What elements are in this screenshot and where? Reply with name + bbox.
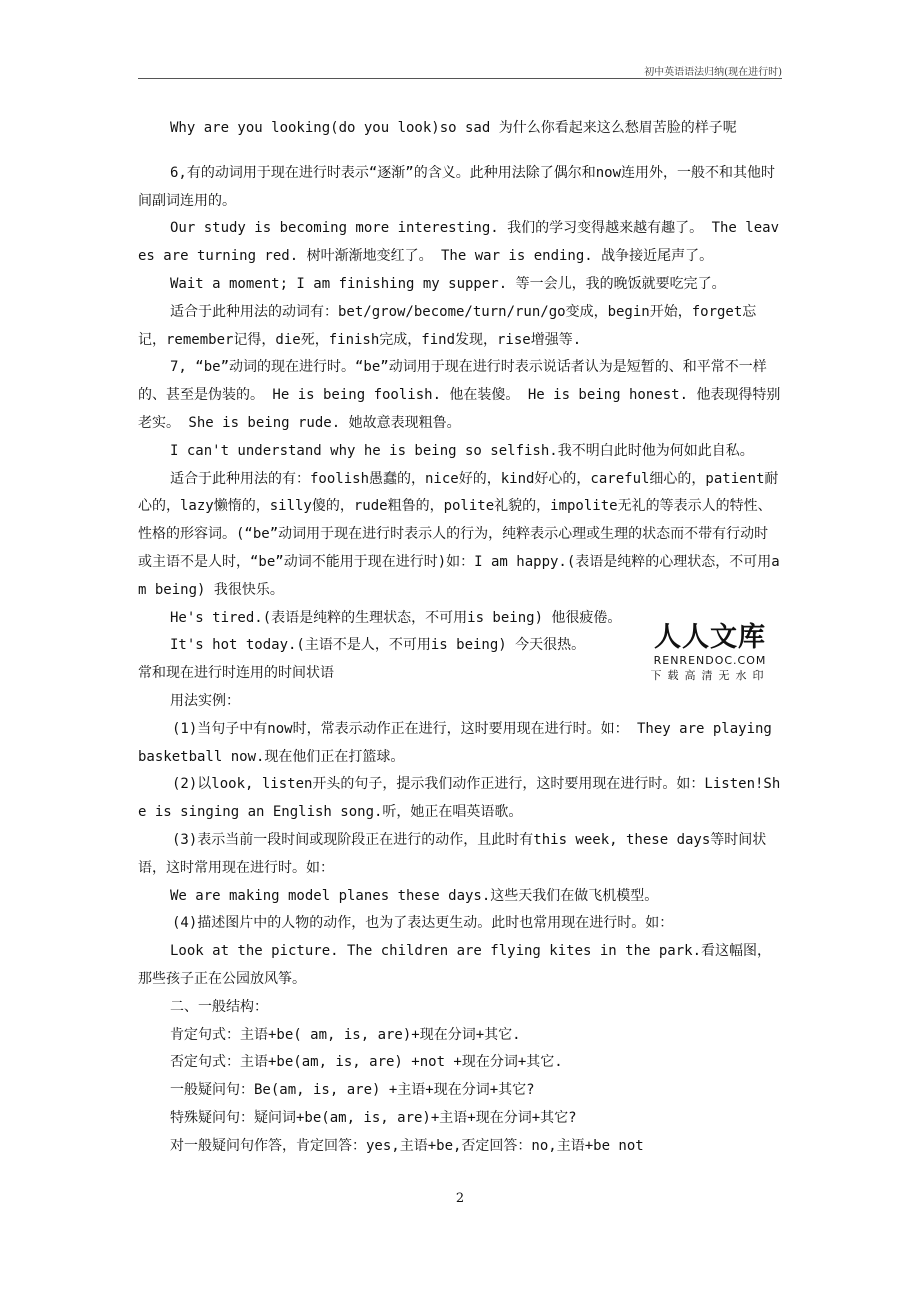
watermark-subtitle: 下载高清无水印 [650,669,770,682]
paragraph-answers: 对一般疑问句作答，肯定回答：yes,主语+be,否定回答：no,主语+be not [170,1137,644,1154]
paragraph-usage-2: (2)以look, listen开头的句子，提示我们动作正进行，这时要用现在进行时。如：Listen!She is singing an English song.听，她正在唱英语歌。 [138,776,781,821]
paragraph-usage-3: (3)表示当前一段时间或现阶段正在进行的动作，且此时有this week, these days等时间状语，这时常用现在进行时。如： [138,831,767,876]
watermark-logo [645,622,775,684]
page-number: 2 [455,1191,465,1206]
paragraph-suitable-adjectives: 适合于此种用法的有：foolish愚蠢的，nice好的，kind好心的，careful细心的，patient耐心的，lazy懒惰的，silly傻的，rude粗鲁的，polite礼貌的，impolite无礼的等表示人的特性、性格的形容词。(“be”动词用于现在进行时表示人的行为，纯粹表示心理或生理的状态而不带有行动时或主语不是人时，“be”动词不能用于现在进行时)如：I am happy.(表语是纯粹的心理状态，不可用am being) 我很快乐。 [138,470,780,598]
paragraph-usage-1: (1)当句子中有now时，常表示动作正在进行，这时要用现在进行时。如： They are playing basketball now.现在他们正在打篮球。 [138,720,772,765]
section-heading-structure: 二、一般结构： [170,998,268,1015]
paragraph-yes-no-question: 一般疑问句：Be(am, is, are) +主语+现在分词+其它? [170,1082,535,1099]
paragraph-model-planes: We are making model planes these days.这些天我们在做飞机模型。 [170,887,659,904]
paragraph-usage-examples-heading: 用法实例： [170,692,240,709]
paragraph-selfish: I can't understand why he is being so selfish.我不明白此时他为何如此自私。 [170,442,754,459]
paragraph-hot-today: It's hot today.(主语不是人，不可用is being) 今天很热。 [170,637,586,654]
paragraph-affirmative: 肯定句式：主语+be( am, is, are)+现在分词+其它. [170,1026,521,1043]
paragraph-wait-moment: Wait a moment; I am finishing my supper. 等一会儿，我的晚饭就要吃完了。 [170,275,726,292]
paragraph-negative: 否定句式：主语+be(am, is, are) +not +现在分词+其它. [170,1054,563,1071]
paragraph-usage-4: (4)描述图片中的人物的动作，也为了表达更生动。此时也常用现在进行时。如： [172,915,674,932]
paragraph-suitable-verbs: 适合于此种用法的动词有：bet/grow/become/turn/run/go变成，begin开始，forget忘记，remember记得，die死，finish完成，find发现，rise增强等. [138,303,757,348]
paragraph-wh-question: 特殊疑问句：疑问词+be(am, is, are)+主语+现在分词+其它? [170,1109,577,1126]
paragraph-rule-6: 6,有的动词用于现在进行时表示“逐渐”的含义。此种用法除了偶尔和now连用外，一般不和其他时间副词连用的。 [138,164,775,209]
watermark-url: RENRENDOC.COM [653,654,767,667]
paragraph-time-adverbials-heading: 常和现在进行时连用的时间状语 [138,665,334,682]
paragraph-rule-7: 7, “be”动词的现在进行时。“be”动词用于现在进行时表示说话者认为是短暂的、和平常不一样的、甚至是伪装的。 He is being foolish. 他在装傻。 He is being honest. 他表现得特别老实。 She is being rude. 她故意表现粗鲁。 [138,359,781,431]
header-rule [138,78,782,79]
watermark-title: 人人文库 [654,622,766,653]
paragraph-examples-gradual: Our study is becoming more interesting. 我们的学习变得越来越有趣了。 The leaves are turning red. 树叶渐渐地变红了。 The war is ending. 战争接近尾声了。 [138,220,780,265]
paragraph-tired: He's tired.(表语是纯粹的生理状态，不可用is being) 他很疲倦。 [170,609,622,626]
paragraph-look-picture: Look at the picture. The children are flying kites in the park.看这幅图，那些孩子正在公园放风筝。 [138,943,772,987]
running-header: 初中英语语法归纳(现在进行时) [644,67,782,78]
paragraph-why-sad: Why are you looking(do you look)so sad 为什么你看起来这么愁眉苦脸的样子呢 [170,120,737,136]
spacer [138,143,782,160]
